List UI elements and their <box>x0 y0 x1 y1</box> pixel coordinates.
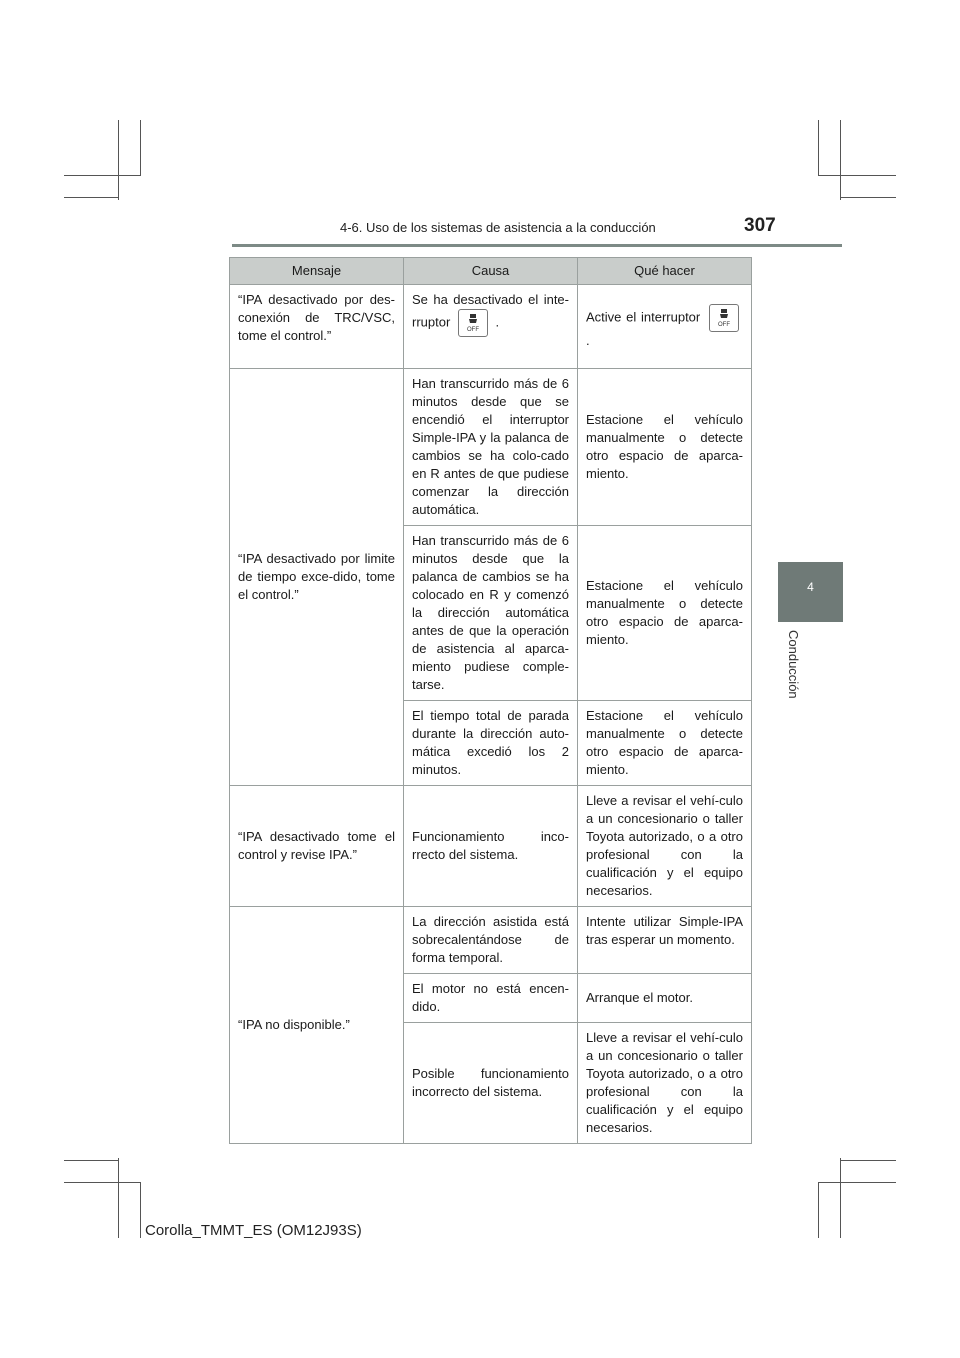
crop-mark <box>840 197 896 198</box>
header-que-hacer: Qué hacer <box>578 258 752 285</box>
message-cell: “IPA desactivado por limite de tiempo exce-dido, tome el control.” <box>230 369 404 786</box>
header-mensaje: Mensaje <box>230 258 404 285</box>
cause-cell: El tiempo total de parada durante la dirección auto-mática excedió los 2 minutos. <box>404 701 578 786</box>
action-cell: Intente utilizar Simple-IPA tras esperar un momento. <box>578 907 752 974</box>
message-cell: “IPA desactivado por des-conexión de TRC/VSC, tome el control.” <box>230 285 404 369</box>
document-id: Corolla_TMMT_ES (OM12J93S) <box>145 1222 362 1239</box>
page-number: 307 <box>744 215 776 236</box>
crop-mark <box>64 197 119 198</box>
crop-mark <box>818 1182 819 1238</box>
chapter-label: Conducción <box>786 630 801 699</box>
table-header-row <box>230 258 752 285</box>
table-row <box>230 285 752 369</box>
crop-mark <box>140 1182 141 1238</box>
action-cell: Lleve a revisar el vehí-culo a un concesionario o taller Toyota autorizado, o a otro profesional con la cualificación y el equipo necesarios. <box>578 1023 752 1144</box>
crop-mark <box>818 1182 896 1183</box>
crop-mark <box>64 175 141 176</box>
cause-cell: Posible funcionamiento incorrecto del sistema. <box>404 1023 578 1144</box>
crop-mark <box>818 120 819 176</box>
action-cell: Lleve a revisar el vehí-culo a un concesionario o taller Toyota autorizado, o a otro profesional con la cualificación y el equipo necesarios. <box>578 786 752 907</box>
messages-table <box>229 257 752 1144</box>
cause-cell: La dirección asistida está sobrecalentándose de forma temporal. <box>404 907 578 974</box>
crop-mark <box>140 120 141 176</box>
action-cell: Estacione el vehículo manualmente o detecte otro espacio de aparca-miento. <box>578 369 752 526</box>
crop-mark <box>818 175 896 176</box>
table-row <box>230 369 752 526</box>
header-divider <box>232 244 842 247</box>
cause-text: Se ha desactivado el inte-rruptor <box>412 292 569 330</box>
message-cell: “IPA desactivado tome el control y revise IPA.” <box>230 786 404 907</box>
crop-mark <box>840 1158 841 1238</box>
cause-cell <box>404 285 578 369</box>
vsc-off-switch-icon <box>458 309 488 337</box>
action-cell <box>578 285 752 369</box>
crop-mark <box>840 1160 896 1161</box>
crop-mark <box>118 1158 119 1238</box>
cause-cell: Han transcurrido más de 6 minutos desde que la palanca de cambios se ha colocado en R y comenzó la dirección automática antes de que la operación de asistencia al aparca-miento pudiese comple-tarse. <box>404 526 578 701</box>
action-cell: Arranque el motor. <box>578 974 752 1023</box>
chapter-tab <box>778 562 843 622</box>
crop-mark <box>64 1160 119 1161</box>
cause-cell: Funcionamiento inco-rrecto del sistema. <box>404 786 578 907</box>
action-cell: Estacione el vehículo manualmente o detecte otro espacio de aparca-miento. <box>578 526 752 701</box>
cause-text-end: . <box>495 314 500 330</box>
chapter-number: 4 <box>807 580 814 594</box>
crop-mark <box>64 1182 141 1183</box>
svg-text:OFF: OFF <box>718 321 730 328</box>
action-text: Active el interruptor <box>586 308 701 324</box>
message-cell: “IPA no disponible.” <box>230 907 404 1144</box>
cause-cell: El motor no está encen-dido. <box>404 974 578 1023</box>
table-row <box>230 786 752 907</box>
table-row <box>230 907 752 974</box>
section-title: 4-6. Uso de los sistemas de asistencia a la conducción <box>340 220 656 235</box>
action-text-end: . <box>586 332 590 348</box>
vsc-off-switch-icon <box>709 304 739 332</box>
action-cell: Estacione el vehículo manualmente o detecte otro espacio de aparca-miento. <box>578 701 752 786</box>
cause-cell: Han transcurrido más de 6 minutos desde que se encendió el interruptor Simple-IPA y la palanca de cambios se ha colo-cado en R antes de que pudiese comenzar la dirección automática. <box>404 369 578 526</box>
crop-mark <box>118 120 119 200</box>
svg-text:OFF: OFF <box>466 327 479 333</box>
crop-mark <box>840 120 841 200</box>
header-causa: Causa <box>404 258 578 285</box>
